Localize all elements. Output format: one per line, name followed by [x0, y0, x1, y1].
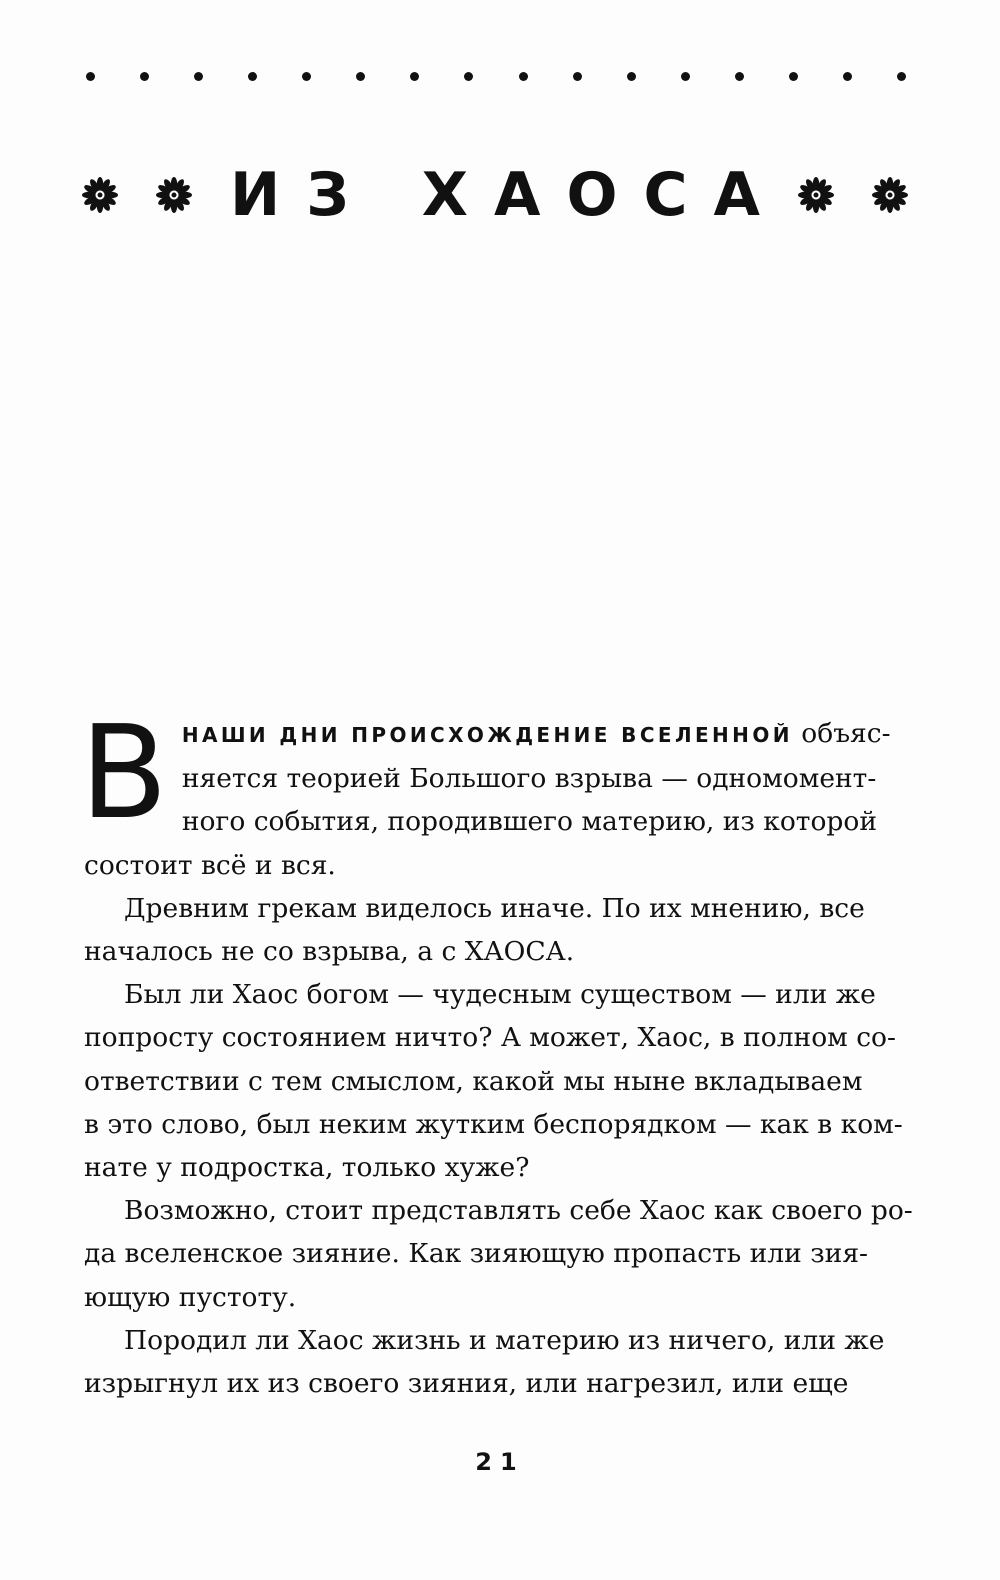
small-caps-lead: НАШИ ДНИ ПРОИСХОЖДЕНИЕ ВСЕЛЕННОЙ	[181, 723, 793, 747]
chapter-header	[80, 150, 910, 240]
paragraph-3	[84, 973, 904, 1189]
dot-ornament	[681, 72, 690, 81]
text-line: нате у подростка, только хуже?	[84, 1152, 530, 1184]
paragraph-1	[80, 699, 904, 887]
text-line: изрыгнул их из своего зияния, или нагрезил, или еще	[84, 1368, 849, 1400]
text-line: Возможно, стоит представлять себе Хаос как своего ро-	[124, 1195, 913, 1227]
dot-ornament	[843, 72, 852, 81]
dot-ornament	[519, 72, 528, 81]
text-fragment: объяс-	[792, 718, 891, 749]
text-line: состоит всё и вся.	[84, 849, 336, 881]
text-line: ющую пустоту.	[84, 1281, 297, 1313]
dot-ornament	[356, 72, 365, 81]
text-line: Древним грекам виделось иначе. По их мнению, все	[124, 892, 865, 924]
decorative-dot-row	[86, 72, 906, 81]
flower-ornament-icon	[80, 175, 120, 215]
left-ornament-group	[80, 175, 194, 215]
dot-ornament	[627, 72, 636, 81]
text-line: Породил ли Хаос жизнь и материю из ничего, или же	[124, 1324, 885, 1356]
dot-ornament	[735, 72, 744, 81]
dot-ornament	[573, 72, 582, 81]
text-line: попросту состоянием ничто? А может, Хаос, в полном со-	[84, 1022, 896, 1054]
page-number: 21	[475, 1448, 525, 1476]
chapter-title: ИЗ ХАОСА	[230, 160, 786, 230]
dot-ornament	[789, 72, 798, 81]
dot-ornament	[248, 72, 257, 81]
dot-ornament	[464, 72, 473, 81]
paragraph-5	[84, 1319, 904, 1405]
paragraph-4	[84, 1189, 913, 1319]
text-line: Был ли Хаос богом — чудесным существом — или же	[124, 979, 876, 1011]
dot-ornament	[302, 72, 311, 81]
flower-ornament-icon	[154, 175, 194, 215]
text-line: ного события, породившего материю, из которой	[181, 806, 877, 838]
dot-ornament	[410, 72, 419, 81]
dot-ornament	[86, 72, 95, 81]
dot-ornament	[897, 72, 906, 81]
paragraph-2	[84, 887, 904, 973]
flower-ornament-icon	[796, 175, 836, 215]
body-text	[80, 699, 913, 1405]
text-line: в это слово, был неким жутким беспорядком — как в ком-	[84, 1108, 903, 1140]
dot-ornament	[194, 72, 203, 81]
dot-ornament	[140, 72, 149, 81]
text-line	[84, 712, 904, 757]
text-line: да вселенское зияние. Как зияющую пропасть или зия-	[84, 1238, 869, 1270]
drop-cap: В	[80, 699, 168, 848]
text-line: няется теорией Большого взрыва — одномомент-	[181, 763, 877, 795]
right-ornament-group	[796, 175, 910, 215]
text-line: началось не со взрыва, а с ХАОСА.	[84, 936, 575, 968]
flower-ornament-icon	[870, 175, 910, 215]
text-line: ответствии с тем смыслом, какой мы ныне вкладываем	[84, 1065, 863, 1097]
